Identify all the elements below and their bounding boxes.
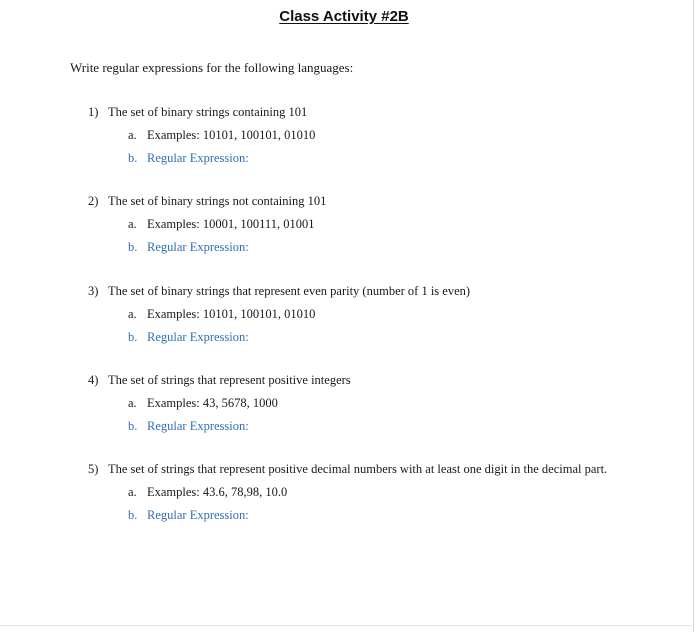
instructions-text: Write regular expressions for the following languages:	[70, 60, 354, 75]
examples-item	[128, 213, 628, 236]
regex-item	[128, 504, 628, 527]
examples-text: Examples: 10101, 100101, 01010	[147, 128, 316, 142]
regex-item	[128, 415, 628, 438]
question-text: The set of strings that represent positive decimal numbers with at least one digit in the decimal part.	[108, 462, 608, 476]
examples-text: Examples: 10001, 100111, 01001	[147, 217, 315, 231]
examples-text: Examples: 43.6, 78,98, 10.0	[147, 485, 288, 499]
list-marker: a.	[128, 128, 137, 142]
page-title: Class Activity #2B	[279, 8, 409, 25]
examples-text: Examples: 43, 5678, 1000	[147, 396, 278, 410]
question-text: The set of strings that represent positive integers	[108, 373, 351, 387]
question-text: The set of binary strings not containing 101	[108, 194, 327, 208]
question-4	[88, 369, 628, 438]
examples-item	[128, 392, 628, 415]
question-number: 3)	[88, 284, 99, 298]
page-edge-right	[693, 0, 694, 632]
list-marker: b.	[128, 330, 138, 344]
question-text: The set of binary strings that represent even parity (number of 1 is even)	[108, 284, 471, 298]
regex-item	[128, 236, 628, 259]
question-text: The set of binary strings containing 101	[108, 105, 308, 119]
regex-label: Regular Expression:	[147, 419, 249, 433]
list-marker: b.	[128, 151, 138, 165]
regex-label: Regular Expression:	[147, 151, 249, 165]
question-number: 4)	[88, 373, 99, 387]
regex-label: Regular Expression:	[147, 508, 249, 522]
question-number: 5)	[88, 462, 99, 476]
examples-item	[128, 124, 628, 147]
question-2	[88, 190, 628, 259]
question-number: 1)	[88, 105, 99, 119]
question-1	[88, 101, 628, 170]
regex-label: Regular Expression:	[147, 240, 249, 254]
list-marker: a.	[128, 396, 137, 410]
regex-label: Regular Expression:	[147, 330, 249, 344]
question-5	[88, 458, 628, 527]
list-marker: a.	[128, 217, 137, 231]
question-3	[88, 280, 628, 349]
regex-item	[128, 326, 628, 349]
list-marker: b.	[128, 419, 138, 433]
list-marker: b.	[128, 240, 138, 254]
question-number: 2)	[88, 194, 99, 208]
examples-item	[128, 481, 628, 504]
list-marker: a.	[128, 485, 137, 499]
examples-text: Examples: 10101, 100101, 01010	[147, 307, 316, 321]
page-edge-bottom	[0, 625, 694, 626]
examples-item	[128, 303, 628, 326]
list-marker: a.	[128, 307, 137, 321]
list-marker: b.	[128, 508, 138, 522]
regex-item	[128, 147, 628, 170]
